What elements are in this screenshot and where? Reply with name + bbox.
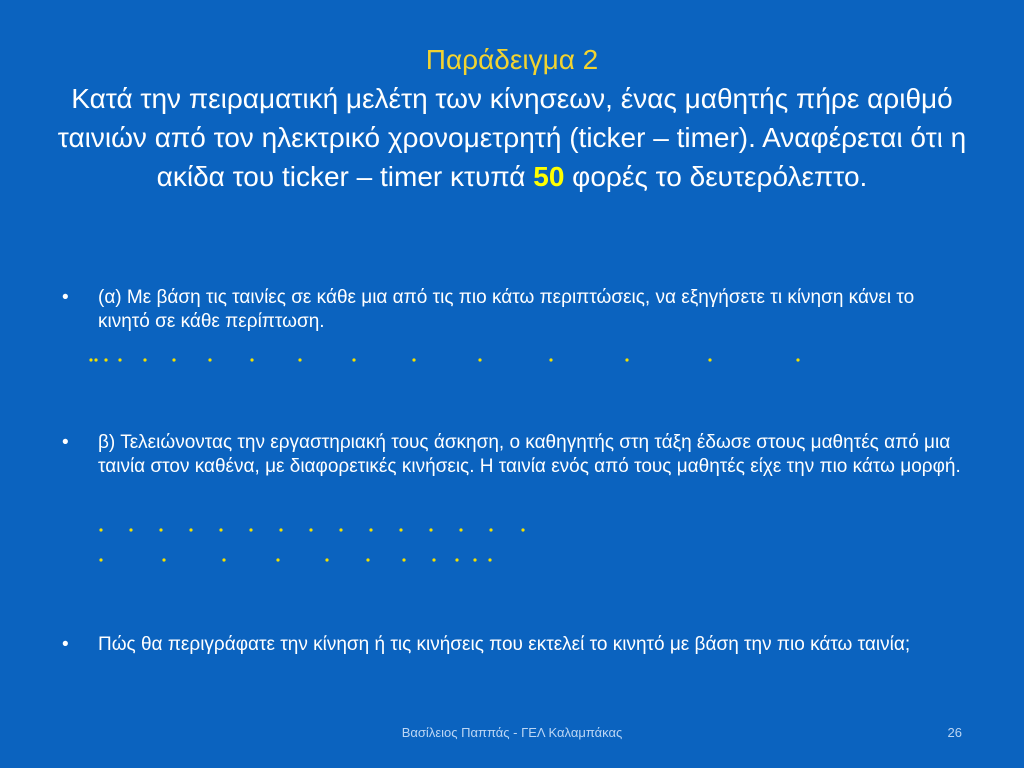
tape-dot (208, 358, 211, 361)
tape-dot (129, 528, 132, 531)
tape-dot (369, 528, 372, 531)
tape-dot (89, 358, 92, 361)
tape-dot (325, 558, 328, 561)
tape-dot (399, 528, 402, 531)
intro-text: Κατά την πειραματική μελέτη των κίνησεων, ένας μαθητής πήρε αριθμό ταινιών από τον ηλεκτρικό χρονομετρητή (ticker – timer). Αναφέρεται ότι η ακίδα του ticker – timer κτυπά (57, 83, 967, 192)
bullet-b (62, 431, 962, 479)
tape-dot (143, 358, 146, 361)
tape-dot (402, 558, 405, 561)
tape-dot (159, 528, 162, 531)
bullet-text: β) Τελειώνοντας την εργαστηριακή τους άσκηση, ο καθηγητής στη τάξη έδωσε στους μαθητές από μια ταινία στον καθένα, με διαφορετικές κινήσεις. Η ταινία ενός από τους μαθητές είχε την πιο κάτω μορφή. (98, 432, 961, 477)
bullet-marker: • (62, 634, 69, 655)
tape-dot (118, 358, 121, 361)
ticker-tape-2 (99, 528, 524, 531)
ticker-tape-3 (99, 558, 491, 561)
tape-dot (94, 358, 97, 361)
tape-dot (189, 528, 192, 531)
bullet-marker: • (62, 287, 69, 308)
tape-dot (459, 528, 462, 531)
bullet-a (62, 286, 962, 334)
tape-dot (455, 558, 458, 561)
tape-dot (279, 528, 282, 531)
tape-dot (478, 358, 481, 361)
tape-dot (432, 558, 435, 561)
intro-text-end: φορές το δευτερόλεπτο. (564, 161, 868, 192)
tape-dot (488, 558, 491, 561)
bullet-marker: • (62, 432, 69, 453)
tape-dot (250, 358, 253, 361)
tape-dot (339, 528, 342, 531)
bullet-text: (α) Με βάση τις ταινίες σε κάθε μια από τις πιο κάτω περιπτώσεις, να εξηγήσετε τι κίνηση κάνει το κινητό σε κάθε περίπτωση. (98, 287, 915, 332)
tape-dot (249, 528, 252, 531)
ticker-tape-1 (89, 358, 799, 361)
tape-dot (625, 358, 628, 361)
tape-dot (99, 528, 102, 531)
tape-dot (298, 358, 301, 361)
tape-dot (412, 358, 415, 361)
bullet-c (62, 633, 962, 657)
intro-highlight: 50 (533, 161, 565, 192)
slide-title (40, 40, 984, 196)
tape-dot (276, 558, 279, 561)
tape-dot (99, 558, 102, 561)
slide-footer: Βασίλειος Παππάς - ΓΕΛ Καλαμπάκας (401, 725, 623, 740)
tape-dot (219, 528, 222, 531)
bullet-text: Πώς θα περιγράφατε την κίνηση ή τις κινήσεις που εκτελεί το κινητό με βάση την πιο κάτω ταινία; (98, 634, 911, 655)
tape-dot (162, 558, 165, 561)
tape-dot (429, 528, 432, 531)
tape-dot (796, 358, 799, 361)
tape-dot (309, 528, 312, 531)
page-number: 26 (947, 725, 962, 740)
tape-dot (521, 528, 524, 531)
example-label: Παράδειγμα 2 (425, 44, 599, 75)
tape-dot (708, 358, 711, 361)
tape-dot (489, 528, 492, 531)
tape-dot (549, 358, 552, 361)
tape-dot (352, 358, 355, 361)
tape-dot (172, 358, 175, 361)
tape-dot (366, 558, 369, 561)
tape-dot (104, 358, 107, 361)
tape-dot (473, 558, 476, 561)
tape-dot (222, 558, 225, 561)
